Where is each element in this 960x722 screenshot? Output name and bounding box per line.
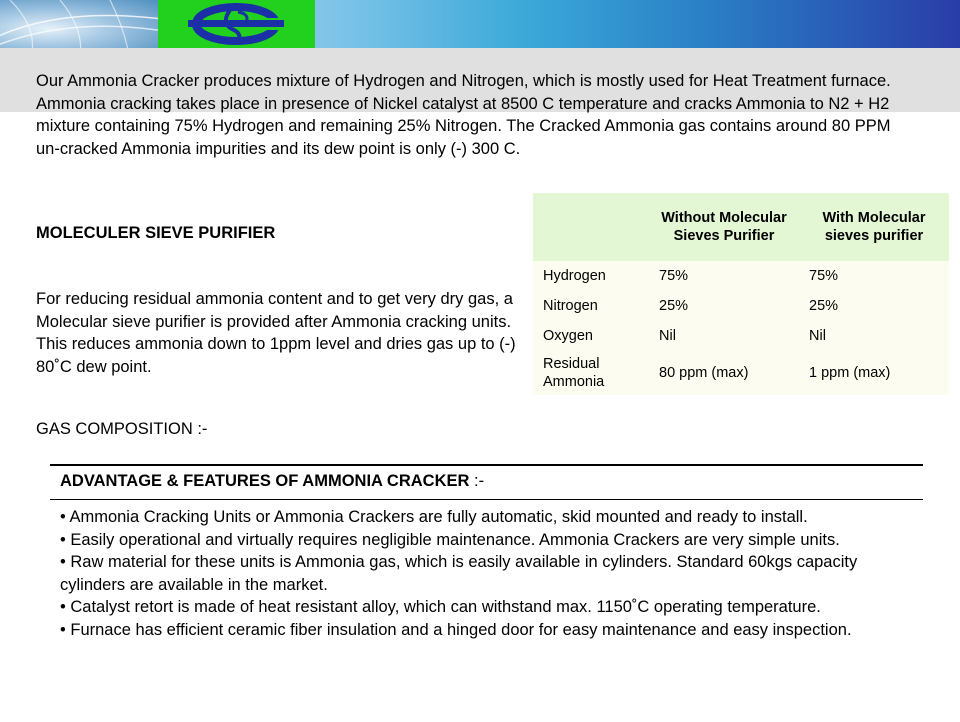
table-row — [533, 291, 949, 321]
advantages-list — [60, 506, 920, 641]
table-header-cell — [533, 193, 649, 261]
table-cell: Nil — [649, 321, 799, 351]
company-logo — [158, 0, 315, 48]
table-cell: Nitrogen — [533, 291, 649, 321]
advantages-heading-suffix: :- — [469, 472, 485, 490]
table-row — [533, 261, 949, 291]
list-item: • Ammonia Cracking Units or Ammonia Crackers are fully automatic, skid mounted and ready to install. — [60, 508, 808, 526]
gas-composition-table — [533, 193, 949, 395]
table-header-cell: Without Molecular Sieves Purifier — [649, 193, 799, 261]
globe-graphic-icon — [0, 0, 158, 48]
list-item: • Easily operational and virtually requires negligible maintenance. Ammonia Crackers are very simple units. — [60, 530, 840, 549]
table-cell: 1 ppm (max) — [799, 351, 949, 395]
table-cell: Oxygen — [533, 321, 649, 351]
table-cell: Hydrogen — [533, 261, 649, 291]
header-banner — [0, 0, 960, 48]
list-item: • Furnace has efficient ceramic fiber insulation and a hinged door for easy maintenance and easy inspection. — [60, 620, 852, 639]
sieve-heading: MOLECULER SIEVE PURIFIER — [36, 224, 276, 242]
list-item: • Raw material for these units is Ammonia gas, which is easily available in cylinders. Standard 60kgs capacity cylinders are available in the market. — [60, 553, 858, 594]
table-cell: 25% — [799, 291, 949, 321]
divider — [50, 499, 923, 500]
advantages-heading — [60, 472, 484, 491]
table-header-cell: With Molecular sieves purifier — [799, 193, 949, 261]
intro-paragraph: Our Ammonia Cracker produces mixture of Hydrogen and Nitrogen, which is mostly used for Heat Treatment furnace. Ammonia cracking takes place in presence of Nickel catalyst at 8500 C temperature and cracks Ammonia to N2 + H2 mixture containing 75% Hydrogen and remaining 25% Nitrogen. The Cracked Ammonia gas contains around 80 PPM un-cracked Ammonia impurities and its dew point is only (-) 300 C. — [36, 72, 891, 158]
table-cell: 80 ppm (max) — [649, 351, 799, 395]
gas-composition-label: GAS COMPOSITION :- — [36, 420, 208, 438]
table-row — [533, 351, 949, 395]
sieve-paragraph: For reducing residual ammonia content and to get very dry gas, a Molecular sieve purifier is provided after Ammonia cracking units. This reduces ammonia down to 1ppm level and dries gas up to (-) 80˚C dew point. — [36, 290, 516, 376]
table-cell: 25% — [649, 291, 799, 321]
table-cell: 75% — [649, 261, 799, 291]
table-header-row — [533, 193, 949, 261]
table-row — [533, 321, 949, 351]
list-item: • Catalyst retort is made of heat resistant alloy, which can withstand max. 1150˚C operating temperature. — [60, 598, 821, 616]
advantages-section — [50, 464, 923, 722]
table-cell: Nil — [799, 321, 949, 351]
table-cell: Residual Ammonia — [533, 351, 649, 395]
table-cell: 75% — [799, 261, 949, 291]
advantages-heading-bold: ADVANTAGE & FEATURES OF AMMONIA CRACKER — [60, 472, 470, 490]
